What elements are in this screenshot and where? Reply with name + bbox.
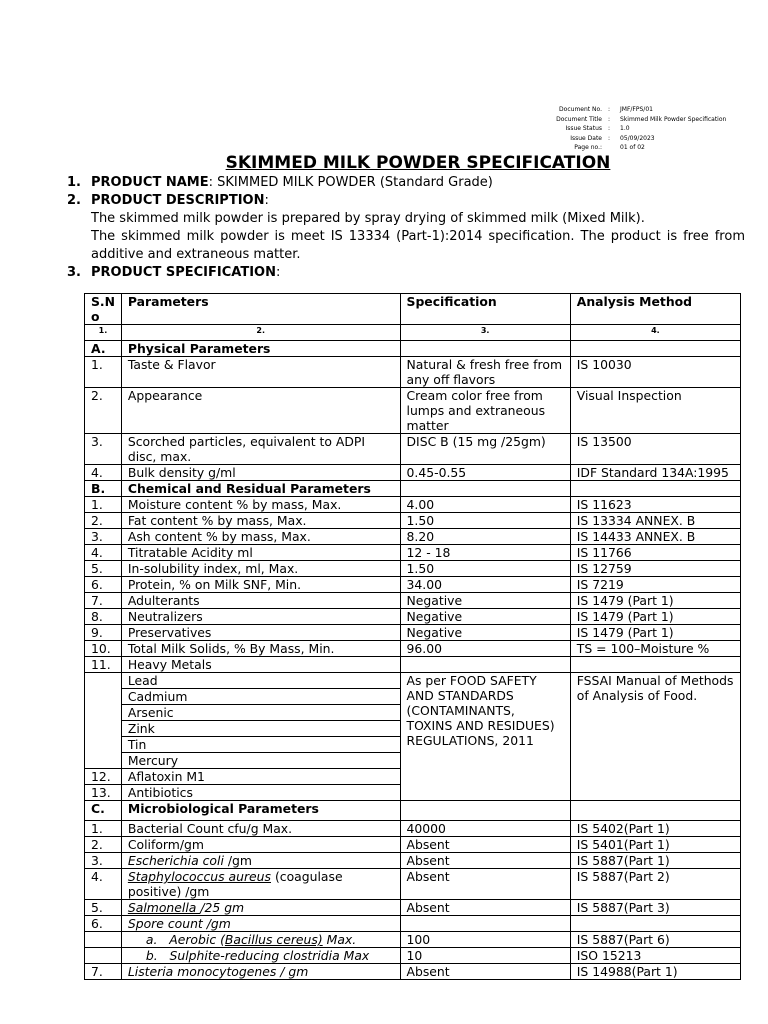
- row-parameter: [121, 869, 400, 900]
- table-row: [85, 609, 741, 625]
- row-method: IS 1479 (Part 1): [570, 609, 740, 625]
- table-row: [85, 545, 741, 561]
- page-title: SKIMMED MILK POWDER SPECIFICATION: [225, 153, 611, 173]
- metal-item: Mercury: [121, 753, 400, 769]
- row-sno: 7.: [85, 593, 122, 609]
- unit: /gm: [223, 853, 252, 868]
- row-parameter: In-solubility index, ml, Max.: [121, 561, 400, 577]
- section-number: 3.: [67, 265, 81, 280]
- table-row: [85, 357, 741, 388]
- row-sno: 2.: [85, 837, 122, 853]
- row-method: IS 5887(Part 6): [570, 932, 740, 948]
- doc-no-value: JMF/FPS/01: [620, 106, 653, 113]
- row-parameter: Coliform/gm: [121, 837, 400, 853]
- row-parameter: Listeria monocytogenes / gm: [121, 964, 400, 980]
- row-method: IS 1479 (Part 1): [570, 625, 740, 641]
- row-specification: Absent: [400, 853, 570, 869]
- metal-item: Zink: [121, 721, 400, 737]
- table-row: [85, 821, 741, 837]
- table-row: [85, 853, 741, 869]
- row-parameter: Neutralizers: [121, 609, 400, 625]
- row-sno: 8.: [85, 609, 122, 625]
- issue-status-value: 1.0: [620, 125, 630, 132]
- row-method: IS 13334 ANNEX. B: [570, 513, 740, 529]
- row-specification: 12 - 18: [400, 545, 570, 561]
- row-parameter: Antibiotics: [121, 785, 400, 801]
- section-label: PRODUCT SPECIFICATION: [91, 265, 276, 280]
- row-sno: 11.: [85, 657, 122, 673]
- param-suffix: Max.: [322, 932, 357, 947]
- row-method: IDF Standard 134A:1995: [570, 465, 740, 481]
- row-specification: Absent: [400, 837, 570, 853]
- row-parameter: Bulk density g/ml: [121, 465, 400, 481]
- table-row: [85, 434, 741, 465]
- section-product-name: [67, 174, 745, 192]
- row-specification: 8.20: [400, 529, 570, 545]
- row-specification: 10: [400, 948, 570, 964]
- row-sno: 3.: [85, 853, 122, 869]
- row-method: IS 12759: [570, 561, 740, 577]
- row-sno: 4.: [85, 465, 122, 481]
- row-specification: Cream color free from lumps and extraneous matter: [400, 388, 570, 434]
- row-method: TS = 100–Moisture %: [570, 641, 740, 657]
- heavy-metals-method: FSSAI Manual of Methods of Analysis of Food.: [570, 673, 740, 801]
- description-paragraph-2: The skimmed milk powder is meet IS 13334 (Part-1):2014 specification. The product is free from additive and extraneous matter.: [91, 229, 745, 262]
- header-sno: S.N o: [85, 294, 122, 325]
- table-row: [85, 641, 741, 657]
- row-sno: 1.: [85, 357, 122, 388]
- row-specification: 4.00: [400, 497, 570, 513]
- section-colon: :: [264, 193, 269, 208]
- row-parameter: Total Milk Solids, % By Mass, Min.: [121, 641, 400, 657]
- metal-item: Lead: [121, 673, 400, 689]
- section-title: Chemical and Residual Parameters: [121, 481, 400, 497]
- row-method: IS 5887(Part 2): [570, 869, 740, 900]
- header-analysis-method: Analysis Method: [570, 294, 740, 325]
- row-sno: 3.: [85, 529, 122, 545]
- row-method: IS 10030: [570, 357, 740, 388]
- section-row-chemical: [85, 481, 741, 497]
- row-parameter: [121, 932, 400, 948]
- row-sno: 9.: [85, 625, 122, 641]
- table-row: [85, 948, 741, 964]
- row-method: IS 5887(Part 3): [570, 900, 740, 916]
- row-specification: Natural & fresh free from any off flavors: [400, 357, 570, 388]
- row-specification: 1.50: [400, 513, 570, 529]
- row-method: IS 7219: [570, 577, 740, 593]
- list-marker: b.: [145, 948, 158, 963]
- section-row-microbiological: [85, 801, 741, 821]
- row-sno: 2.: [85, 513, 122, 529]
- section-label: PRODUCT NAME: [91, 175, 209, 190]
- organism-name: Escherichia coli: [127, 853, 224, 868]
- row-parameter: Titratable Acidity ml: [121, 545, 400, 561]
- section-product-description: [67, 192, 745, 210]
- row-parameter: Preservatives: [121, 625, 400, 641]
- table-row: [85, 900, 741, 916]
- row-method: IS 5402(Part 1): [570, 821, 740, 837]
- table-row: [85, 625, 741, 641]
- page-label: Page no.:: [574, 144, 602, 151]
- row-parameter: [121, 900, 400, 916]
- table-row: [85, 837, 741, 853]
- row-sno: 6.: [85, 916, 122, 932]
- row-method: IS 11623: [570, 497, 740, 513]
- row-method: IS 14433 ANNEX. B: [570, 529, 740, 545]
- row-parameter: Spore count /gm: [121, 916, 400, 932]
- row-method: IS 1479 (Part 1): [570, 593, 740, 609]
- row-specification: 0.45-0.55: [400, 465, 570, 481]
- section-title: Microbiological Parameters: [121, 801, 400, 821]
- row-parameter: Ash content % by mass, Max.: [121, 529, 400, 545]
- doc-title-value: Skimmed Milk Powder Specification: [620, 115, 727, 123]
- table-row: [85, 869, 741, 900]
- section-colon: :: [275, 265, 281, 280]
- row-sno: 1.: [85, 821, 122, 837]
- section-code: B.: [85, 481, 122, 497]
- section-row-physical: [85, 341, 741, 357]
- section-number: 1.: [67, 175, 81, 190]
- row-specification: Negative: [400, 593, 570, 609]
- row-sno: 2.: [85, 388, 122, 434]
- metal-item: Arsenic: [121, 705, 400, 721]
- row-method: IS 5887(Part 1): [570, 853, 740, 869]
- organism-name: Bacillus cereus): [224, 932, 323, 947]
- table-row: [85, 916, 741, 932]
- table-row: [85, 497, 741, 513]
- row-sno: 4.: [85, 869, 122, 900]
- row-parameter: [121, 948, 400, 964]
- column-number: 4.: [570, 325, 740, 341]
- metal-item: Tin: [121, 737, 400, 753]
- table-row: [85, 513, 741, 529]
- row-specification: Absent: [400, 900, 570, 916]
- table-row: [85, 561, 741, 577]
- param-text: Sulphite-reducing clostridia Max: [169, 948, 370, 963]
- row-sno: 3.: [85, 434, 122, 465]
- organism-name: Staphylococcus aureus: [127, 869, 271, 884]
- row-parameter: Adulterants: [121, 593, 400, 609]
- row-parameter: Protein, % on Milk SNF, Min.: [121, 577, 400, 593]
- row-specification: Absent: [400, 964, 570, 980]
- issue-date-value: 05/09/2023: [620, 134, 655, 142]
- section-code: A.: [85, 341, 122, 357]
- table-row: [85, 577, 741, 593]
- row-sno: 5.: [85, 900, 122, 916]
- section-title: Physical Parameters: [121, 341, 400, 357]
- row-specification: 96.00: [400, 641, 570, 657]
- section-code: C.: [85, 801, 122, 821]
- row-specification: Absent: [400, 869, 570, 900]
- metal-item: Cadmium: [121, 689, 400, 705]
- unit: /25 gm: [200, 900, 245, 915]
- row-specification: DISC B (15 mg /25gm): [400, 434, 570, 465]
- row-specification: 1.50: [400, 561, 570, 577]
- row-sno: 7.: [85, 964, 122, 980]
- row-method: Visual Inspection: [570, 388, 740, 434]
- section-label: PRODUCT DESCRIPTION: [91, 193, 265, 208]
- issue-date-label: Issue Date: [570, 134, 602, 142]
- param-prefix: Aerobic (: [169, 932, 225, 947]
- row-method: IS 5401(Part 1): [570, 837, 740, 853]
- row-parameter: [121, 853, 400, 869]
- table-row: [85, 388, 741, 434]
- row-parameter: Taste & Flavor: [121, 357, 400, 388]
- table-row: [85, 964, 741, 980]
- heavy-metals-specification: As per FOOD SAFETY AND STANDARDS (CONTAMINANTS, TOXINS AND RESIDUES) REGULATIONS, 2011: [400, 673, 570, 801]
- description-paragraph-1: The skimmed milk powder is prepared by spray drying of skimmed milk (Mixed Milk).: [91, 211, 645, 226]
- list-marker: a.: [145, 932, 158, 947]
- row-parameter: Aflatoxin M1: [121, 769, 400, 785]
- product-sections: [67, 174, 745, 282]
- row-parameter: Scorched particles, equivalent to ADPI disc, max.: [121, 434, 400, 465]
- row-sno: 13.: [85, 785, 122, 801]
- column-number: 3.: [400, 325, 570, 341]
- row-sno: 10.: [85, 641, 122, 657]
- row-parameter: Fat content % by mass, Max.: [121, 513, 400, 529]
- page-value: 01 of 02: [620, 144, 645, 151]
- column-number: 2.: [121, 325, 400, 341]
- row-sno: 6.: [85, 577, 122, 593]
- table-row: [85, 932, 741, 948]
- table-row: [85, 593, 741, 609]
- section-product-specification: [67, 264, 745, 282]
- row-method: IS 13500: [570, 434, 740, 465]
- doc-no-label: Document No.: [559, 106, 602, 113]
- column-number-row: [85, 325, 741, 341]
- row-specification: 100: [400, 932, 570, 948]
- row-parameter: Appearance: [121, 388, 400, 434]
- unit: (coagulase positive) /gm: [127, 869, 343, 899]
- row-method: IS 14988(Part 1): [570, 964, 740, 980]
- organism-name: Salmonella: [127, 900, 201, 915]
- doc-title-label: Document Title: [556, 115, 602, 123]
- row-sno: 5.: [85, 561, 122, 577]
- row-specification: Negative: [400, 625, 570, 641]
- row-specification: Negative: [400, 609, 570, 625]
- row-sno: 4.: [85, 545, 122, 561]
- table-row-heavy-metals: [85, 657, 741, 673]
- row-parameter: Heavy Metals: [121, 657, 400, 673]
- section-number: 2.: [67, 193, 81, 208]
- column-number: 1.: [85, 325, 122, 341]
- header-specification: Specification: [400, 294, 570, 325]
- header-parameters: Parameters: [121, 294, 400, 325]
- issue-status-label: Issue Status: [565, 125, 602, 132]
- row-specification: 40000: [400, 821, 570, 837]
- table-header-row: [85, 294, 741, 325]
- table-row: [85, 673, 741, 689]
- row-parameter: Bacterial Count cfu/g Max.: [121, 821, 400, 837]
- row-method: IS 11766: [570, 545, 740, 561]
- row-method: ISO 15213: [570, 948, 740, 964]
- row-sno: 12.: [85, 769, 122, 785]
- table-row: [85, 465, 741, 481]
- specification-table: [84, 293, 741, 980]
- table-row: [85, 529, 741, 545]
- row-specification: 34.00: [400, 577, 570, 593]
- row-parameter: Moisture content % by mass, Max.: [121, 497, 400, 513]
- product-name-text: : SKIMMED MILK POWDER (Standard Grade): [208, 175, 493, 190]
- document-control-block: Document No. : JMF/FPS/01 Document Title : Skimmed Milk Powder Specification Issue Status : 1.0 Issue Date : 05/09/2023 Page no.: 01 of 02: [520, 105, 726, 153]
- row-sno: 1.: [85, 497, 122, 513]
